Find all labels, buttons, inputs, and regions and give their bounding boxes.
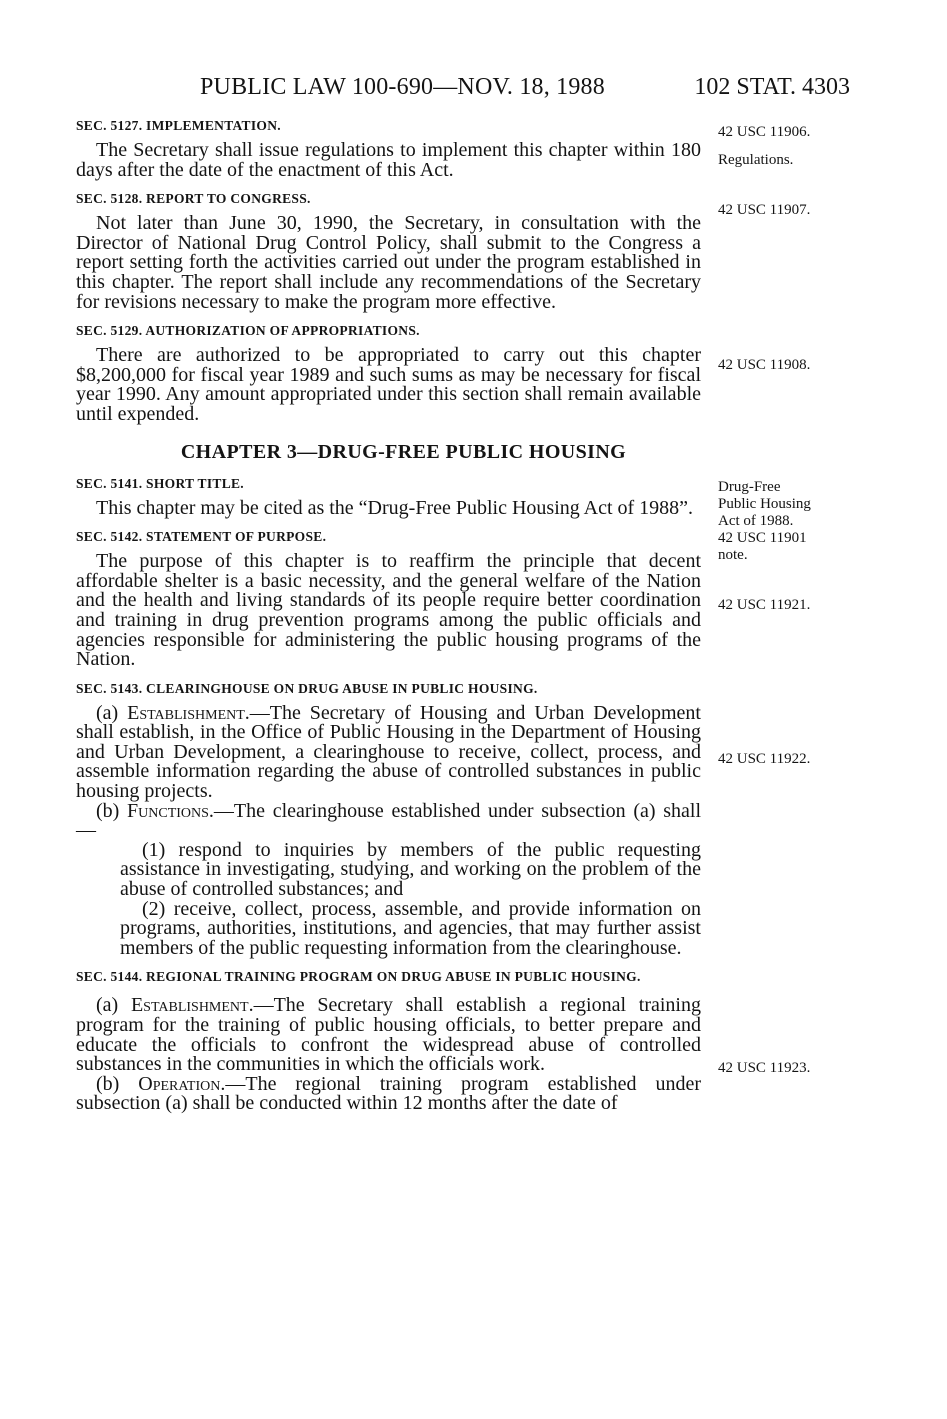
section-heading-5141: SEC. 5141. SHORT TITLE.: [76, 475, 244, 491]
section-text-5129: There are authorized to be appropriated to carry out this chapter $8,200,000 for fiscal year 1989 and such sums as may be necessary for fiscal year 1990. Any amount appropriated under this section shall remain available until expended.: [76, 344, 701, 425]
section-text-5141: This chapter may be cited as the “Drug-Free Public Housing Act of 1988”.: [96, 496, 694, 519]
subsection-caption: Establishment.: [127, 701, 250, 724]
section-heading-5127: SEC. 5127. IMPLEMENTATION.: [76, 118, 281, 133]
section-heading-5128: SEC. 5128. REPORT TO CONGRESS.: [76, 191, 311, 207]
margin-note-usc-11908: 42 USC 11908.: [718, 357, 811, 373]
margin-note-usc-11922: 42 USC 11922.: [718, 751, 811, 767]
main-text-column: [76, 117, 701, 1114]
margin-note-usc-11906: 42 USC 11906.: [718, 124, 811, 140]
header-title: PUBLIC LAW 100-690—NOV. 18, 1988: [200, 74, 605, 100]
subsection-text: —The regional training program established under subsection (a) shall be conducted within 12 months after the date of: [76, 1072, 701, 1115]
section-text-5127: The Secretary shall issue regulations to implement this chapter within 180 days after the date of the enactment of this Act.: [76, 139, 701, 181]
margin-note-line: Drug-Free: [718, 479, 781, 495]
section-text-5142: The purpose of this chapter is to reaffirm the principle that decent affordable shelter is a basic necessity, and the general welfare of the Nation and the health and living standards of its people require better coordination and training in drug prevention programs among the public officials and agencies responsible for administering the public housing programs of the Nation.: [76, 550, 701, 671]
section-text-5128: Not later than June 30, 1990, the Secretary, in consultation with the Director of National Drug Control Policy, shall submit to the Congress a report setting forth the activities carried out under the program established in this chapter. The report shall include any recommendations of the Secretary for revisions necessary to make the program more effective.: [76, 212, 701, 313]
subsection-5144-a: [76, 996, 701, 1074]
margin-note-usc-11921: 42 USC 11921.: [718, 597, 811, 613]
subsection-5143-a: [76, 701, 701, 803]
subsection-text: —The Secretary of Housing and Urban Development shall establish, in the Office of Public Housing in the Department of Housing and Urban Development, a clearinghouse to receive, collect, process, and assemble information regarding the abuse of controlled substances in public housing projects.: [76, 701, 701, 803]
subsection-text: —The Secretary shall establish a regional training program for the training of public housing officials, to better prepare and educate the officials to confront the widespread abuse of controlled substances in the communities in which the officials work.: [76, 994, 701, 1076]
section-heading-5142: SEC. 5142. STATEMENT OF PURPOSE.: [76, 529, 327, 545]
subsection-label: (b): [96, 1072, 139, 1095]
subsection-label: (a): [96, 701, 128, 724]
margin-note-line: 42 USC 11901: [718, 530, 807, 546]
margin-note-line: Act of 1988.: [718, 513, 794, 529]
margin-note-usc-11907: 42 USC 11907.: [718, 202, 811, 218]
margin-note-usc-11923: 42 USC 11923.: [718, 1060, 811, 1076]
subsection-caption: Operation.: [138, 1072, 226, 1095]
subsection-text: —The clearinghouse established under subsection (a) shall—: [76, 799, 702, 842]
subsection-caption: Establishment.: [130, 994, 254, 1017]
subsection-label: (a): [96, 994, 131, 1017]
section-heading-5129: SEC. 5129. AUTHORIZATION OF APPROPRIATIONS.: [76, 323, 420, 339]
margin-note-drug-free-act: [718, 479, 811, 564]
margin-note-regulations: Regulations.: [718, 152, 794, 168]
margin-note-line: Public Housing: [718, 496, 811, 512]
section-heading-5143: SEC. 5143. CLEARINGHOUSE ON DRUG ABUSE IN PUBLIC HOUSING.: [76, 680, 538, 696]
subsection-5143-b: [76, 799, 702, 842]
paragraph-5143-b-2: (2) receive, collect, process, assemble, and provide information on programs, authorities, institutions, and agencies, that may further assist members of the public requesting information from the clearinghouse.: [120, 897, 701, 959]
paragraph-5143-b-1: (1) respond to inquiries by members of the public requesting assistance in investigating, studying, and working on the problem of the abuse of controlled substances; and: [120, 838, 701, 901]
subsection-caption: Functions.: [127, 799, 214, 822]
margin-notes: [718, 0, 858, 1419]
margin-note-line: note.: [718, 547, 748, 563]
section-heading-5144: SEC. 5144. REGIONAL TRAINING PROGRAM ON DRUG ABUSE IN PUBLIC HOUSING.: [76, 969, 641, 985]
subsection-5144-b: [76, 1072, 701, 1115]
chapter-heading: CHAPTER 3—DRUG-FREE PUBLIC HOUSING: [180, 440, 627, 463]
subsection-label: (b): [96, 799, 128, 822]
header-stat-page: 102 STAT. 4303: [694, 74, 850, 100]
